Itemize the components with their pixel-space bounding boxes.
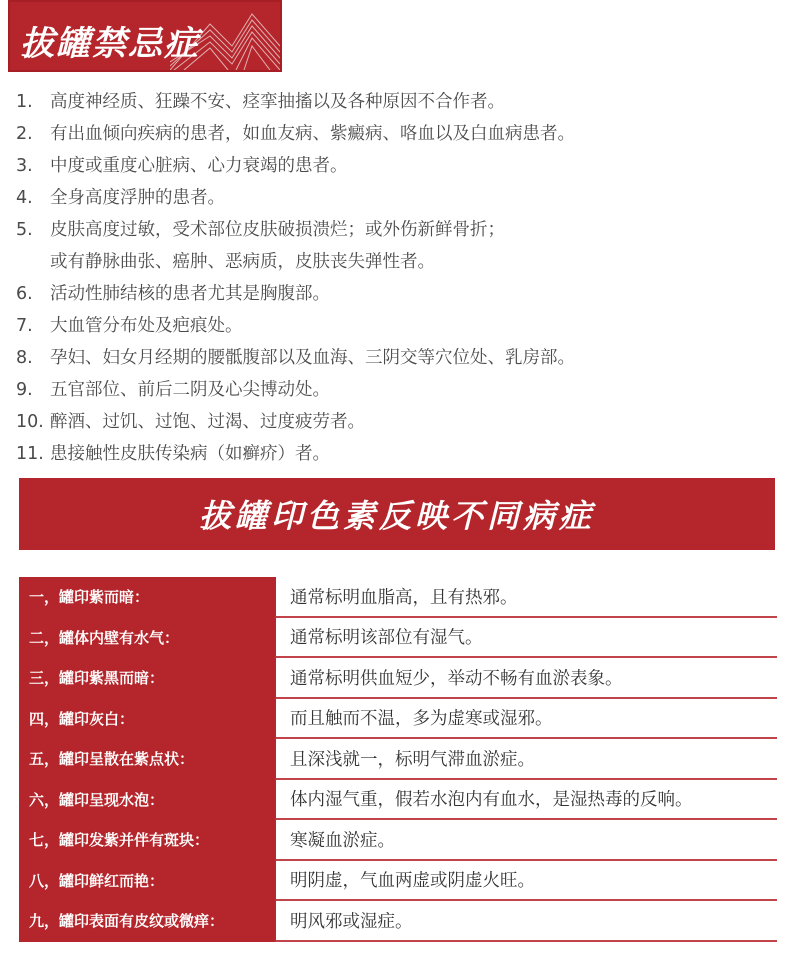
mark-meaning: 寒凝血淤症。 [275,820,777,861]
list-item: 3. 中度或重度心脏病、心力衰竭的患者。 [16,156,348,176]
mark-meaning: 通常标明供血短少，举动不畅有血淤表象。 [275,658,777,699]
contraindication-list [16,86,786,470]
table-row [19,739,777,780]
list-item: 2. 有出血倾向疾病的患者，如血友病、紫癜病、咯血以及白血病患者。 [16,124,575,144]
mark-meaning: 而且触而不温，多为虚寒或湿邪。 [275,699,777,740]
mark-label: 九，罐印表面有皮纹或微痒： [19,901,275,942]
table-row [19,699,777,740]
list-item: 1. 高度神经质、狂躁不安、痉挛抽搐以及各种原因不合作者。 [16,92,505,112]
table-row [19,658,777,699]
mark-label: 八，罐印鲜红而艳： [19,861,275,902]
title-block [8,0,282,72]
table-row [19,861,777,902]
mark-label: 七，罐印发紫并伴有斑块： [19,820,275,861]
mark-label: 一，罐印紫而暗： [19,577,275,618]
list-item: 8. 孕妇、妇女月经期的腰骶腹部以及血海、三阴交等穴位处、乳房部。 [16,348,575,368]
cupping-mark-table [19,577,777,942]
list-item: 9. 五官部位、前后二阴及心尖博动处。 [16,380,330,400]
table-row [19,820,777,861]
mark-meaning: 通常标明该部位有湿气。 [275,618,777,659]
list-item: 6. 活动性肺结核的患者尤其是胸腹部。 [16,284,330,304]
mark-meaning: 明阴虚，气血两虚或阴虚火旺。 [275,861,777,902]
table-row [19,901,777,942]
mark-meaning: 明风邪或湿症。 [275,901,777,942]
table-row [19,618,777,659]
mark-label: 二，罐体内壁有水气： [19,618,275,659]
section-title: 拔罐印色素反映不同病症 [198,497,595,535]
list-item: 7. 大血管分布处及疤痕处。 [16,316,243,336]
mark-label: 五，罐印呈散在紫点状： [19,739,275,780]
list-item-continuation: 或有静脉曲张、癌肿、恶病质，皮肤丧失弹性者。 [50,252,435,272]
list-item: 4. 全身高度浮肿的患者。 [16,188,225,208]
mark-meaning: 通常标明血脂高，且有热邪。 [275,577,777,618]
list-item: 10. 醉酒、过饥、过饱、过渴、过度疲劳者。 [16,412,365,432]
list-item: 11. 患接触性皮肤传染病（如癣疥）者。 [16,444,330,464]
list-item: 5. 皮肤高度过敏，受术部位皮肤破损溃烂；或外伤新鲜骨折； [16,220,505,240]
mark-meaning: 体内湿气重，假若水泡内有血水，是湿热毒的反响。 [275,780,777,821]
mark-meaning: 且深浅就一，标明气滞血淤症。 [275,739,777,780]
mark-label: 六，罐印呈现水泡： [19,780,275,821]
page-title: 拔罐禁忌症 [20,24,200,64]
mark-label: 四，罐印灰白： [19,699,275,740]
section-banner [19,478,775,550]
table-row [19,577,777,618]
mark-label: 三，罐印紫黑而暗： [19,658,275,699]
table-row [19,780,777,821]
